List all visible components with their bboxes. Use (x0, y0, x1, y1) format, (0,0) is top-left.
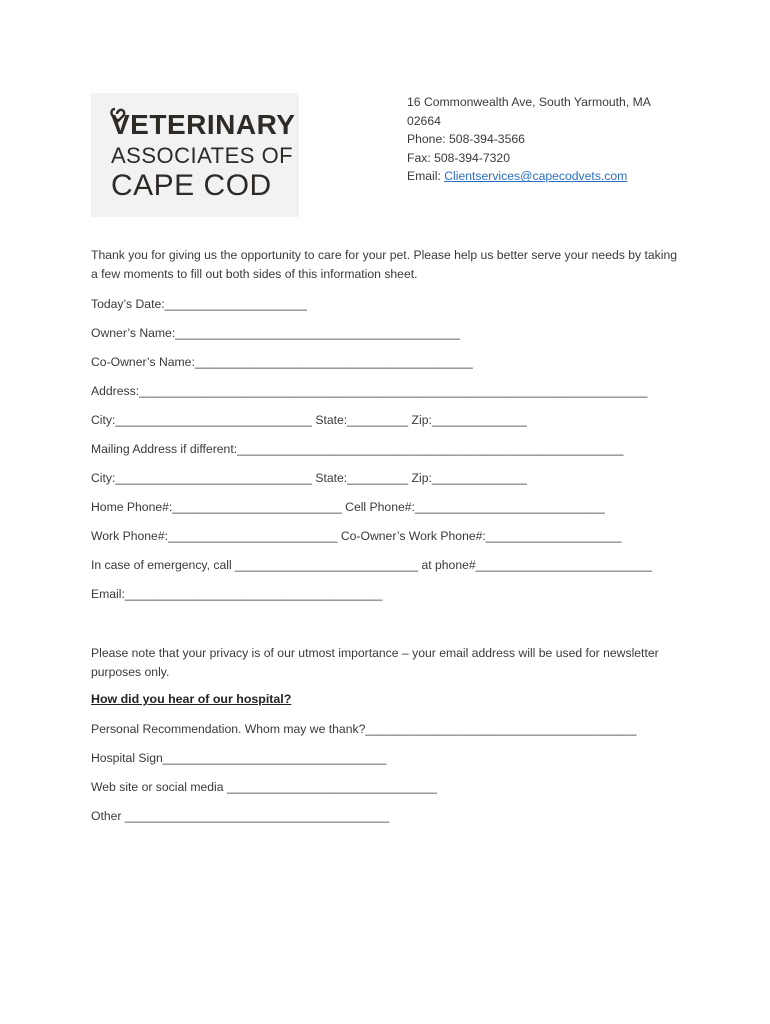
contact-block (407, 93, 697, 186)
mailing-address-field[interactable]: Mailing Address if different:_________________________________________________________ (91, 442, 624, 456)
hospital-sign-field[interactable]: Hospital Sign_________________________________ (91, 751, 387, 765)
email-link[interactable]: Clientservices@capecodvets.com (444, 169, 628, 184)
emergency-contact-field[interactable]: In case of emergency, call ___________________________ at phone#__________________________ (91, 558, 652, 572)
email-label: Email: (407, 169, 445, 184)
personal-recommendation-field[interactable]: Personal Recommendation. Whom may we thank?________________________________________ (91, 722, 637, 736)
phone-number: Phone: 508-394-3566 (407, 132, 525, 147)
email-row (407, 167, 697, 186)
home-cell-phone-field[interactable]: Home Phone#:_________________________ Cell Phone#:____________________________ (91, 500, 605, 514)
address-field[interactable]: Address:___________________________________________________________________________ (91, 384, 648, 398)
todays-date-field[interactable]: Today’s Date:_____________________ (91, 297, 307, 311)
mailing-city-state-zip-field[interactable]: City:_____________________________ State:_________ Zip:______________ (91, 471, 527, 485)
fax-number: Fax: 508-394-7320 (407, 150, 510, 165)
work-phone-field[interactable]: Work Phone#:_________________________ Co-Owner’s Work Phone#:____________________ (91, 529, 622, 543)
referral-heading: How did you hear of our hospital? (91, 692, 292, 706)
intro-paragraph: Thank you for giving us the opportunity to care for your pet. Please help us better serve your needs by taking a few moments to fill out both sides of this information sheet. (91, 248, 678, 281)
website-social-field[interactable]: Web site or social media _______________________________ (91, 780, 438, 794)
hospital-logo (91, 93, 299, 217)
address-line-2: 02664 (407, 113, 441, 128)
logo-line-2: ASSOCIATES OF (111, 143, 294, 168)
logo-line-1: VETERINARY (111, 109, 296, 140)
city-state-zip-field[interactable]: City:_____________________________ State:_________ Zip:______________ (91, 413, 527, 427)
other-source-field[interactable]: Other _______________________________________ (91, 809, 390, 823)
email-field[interactable]: Email:______________________________________ (91, 587, 383, 601)
coowner-name-field[interactable]: Co-Owner’s Name:_________________________________________ (91, 355, 473, 369)
address-line-1: 16 Commonwealth Ave, South Yarmouth, MA (407, 95, 651, 109)
logo-line-3: CAPE COD (111, 169, 272, 202)
owner-name-field[interactable]: Owner’s Name:__________________________________________ (91, 326, 460, 340)
privacy-note: Please note that your privacy is of our utmost importance – your email address will be used for newsletter purposes only. (91, 646, 659, 679)
